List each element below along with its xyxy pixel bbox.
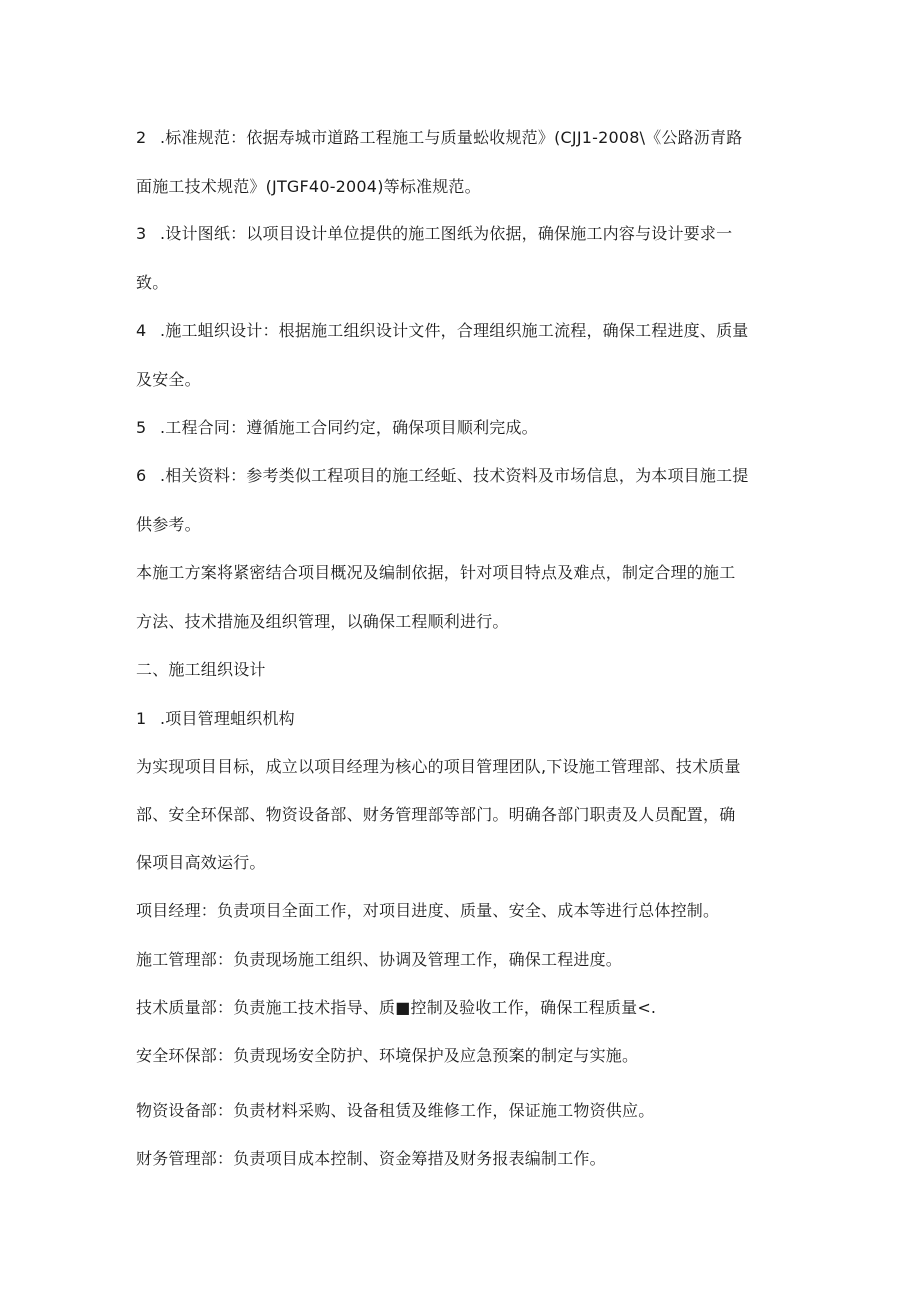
item-2-line-1: [136, 127, 786, 149]
role-project-manager: 项目经理：负责项目全面工作，对项目进度、质量、安全、成本等进行总体控制。: [136, 901, 720, 920]
item-number: 3: [136, 224, 147, 243]
sub-heading-number: 1: [136, 709, 147, 728]
item-4-line-1: [136, 320, 786, 342]
role-tech-quality-dept: 技术质量部：负责施工技术指导、质■控制及验收工作，确保工程质量<.: [136, 998, 657, 1017]
sub-heading-text: .项目管理蛆织机构: [160, 709, 295, 728]
item-6-line-1: [136, 465, 786, 487]
item-number: 2: [136, 128, 147, 147]
role-finance-dept: 财务管理部：负责项目成本控制、资金筹措及财务报表编制工作。: [136, 1149, 606, 1168]
org-para-line-2: 部、安全环保部、物资设备部、财务管理部等部门。明确各部门职责及人员配置，确: [136, 805, 736, 824]
item-text: .工程合同：遵循施工合同约定，确保项目顺利完成。: [160, 418, 538, 437]
org-para-line-3: 保项目高效运行。: [136, 853, 266, 872]
item-6-line-2: 供参考。: [136, 515, 201, 534]
summary-line-1: 本施工方案将紧密结合项目概况及编制依据，针对项目特点及难点，制定合理的施工: [136, 563, 736, 582]
item-3-line-2: 致。: [136, 273, 169, 292]
role-materials-dept: 物资设备部：负责材料采购、设备租赁及维修工作，保证施工物资供应。: [136, 1101, 655, 1120]
section-heading: 二、施工组织设计: [136, 660, 266, 679]
item-4-line-2: 及安全。: [136, 370, 201, 389]
sub-heading: [136, 708, 786, 730]
org-para-line-1: 为实现项目目标，成立以项目经理为核心的项目管理团队,下设施工管理部、技术质量: [136, 757, 741, 776]
role-safety-env-dept: 安全环保部：负责现场安全防护、环境保护及应急预案的制定与实施。: [136, 1046, 639, 1065]
role-construction-dept: 施工管理部：负责现场施工组织、协调及管理工作，确保工程进度。: [136, 950, 623, 969]
item-number: 5: [136, 418, 147, 437]
item-text: .设计图纸：以项目设计单位提供的施工图纸为依据，确保施工内容与设计要求一: [160, 224, 733, 243]
item-text: .施工蛆织设计：根据施工组织设计文件，合理组织施工流程，确保工程进度、质量: [160, 321, 749, 340]
item-number: 4: [136, 321, 147, 340]
item-2-line-2: 面施工技术规范》(JTGF40-2004)等标准规范。: [136, 177, 481, 196]
item-number: 6: [136, 466, 147, 485]
item-text: .相关资料：参考类似工程项目的施工经蚯、技术资料及市场信息，为本项目施工提: [160, 466, 749, 485]
item-5-line-1: [136, 417, 786, 439]
summary-line-2: 方法、技术措施及组织管理，以确保工程顺利进行。: [136, 612, 509, 631]
item-text: .标准规范：依据寿城市道路工程施工与质量蚣收规范》(CJJ1-2008\《公路沥青路: [160, 128, 743, 147]
item-3-line-1: [136, 223, 786, 245]
